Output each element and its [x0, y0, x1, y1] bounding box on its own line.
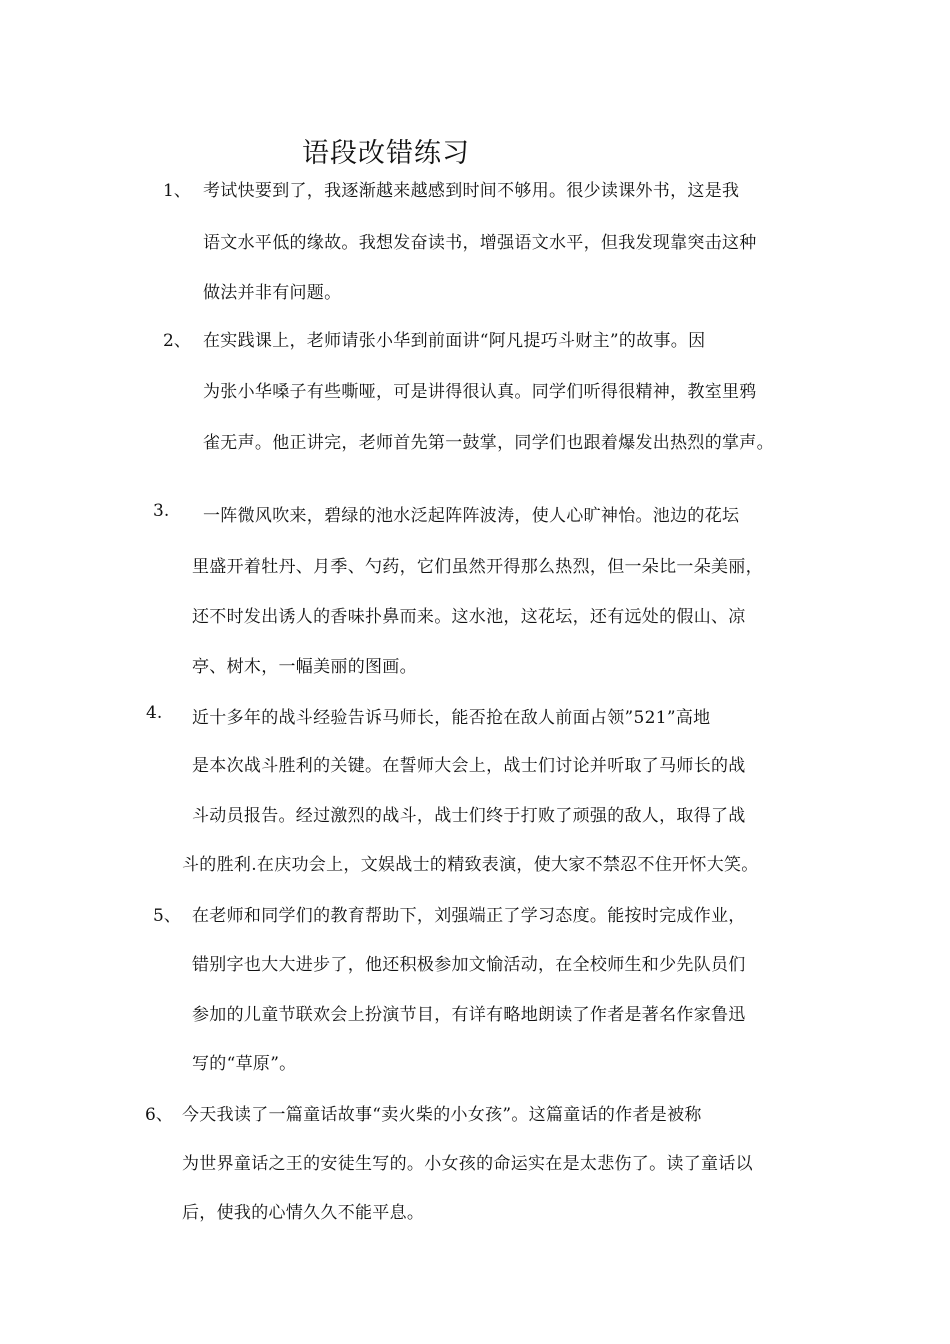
item-4-line-4: 斗的胜利.在庆功会上，文娱战士的精致表演，使大家不禁忍不住开怀大笑。 — [182, 855, 759, 875]
item-4-line-1: 近十多年的战斗经验告诉马师长，能否抢在敌人前面占领”521”高地 — [192, 708, 711, 728]
item-5-number: 5、 — [153, 906, 181, 926]
item-3-line-2: 里盛开着牡丹、月季、勺药，它们虽然开得那么热烈，但一朵比一朵美丽， — [192, 557, 763, 577]
item-2-line-1: 在实践课上，老师请张小华到前面讲“阿凡提巧斗财主”的故事。因 — [203, 331, 706, 351]
item-4-line-3: 斗动员报告。经过激烈的战斗，战士们终于打败了顽强的敌人，取得了战 — [192, 806, 746, 826]
item-3-line-4: 亭、树木，一幅美丽的图画。 — [192, 657, 417, 677]
item-5-line-4: 写的“草原”。 — [192, 1054, 297, 1074]
item-4-number: 4. — [146, 703, 163, 723]
item-3-number: 3. — [153, 501, 170, 521]
item-6-line-1: 今天我读了一篇童话故事“卖火柴的小女孩”。这篇童话的作者是被称 — [182, 1105, 702, 1125]
item-1-line-2: 语文水平低的缘故。我想发奋读书，增强语文水平，但我发现靠突击这种 — [203, 233, 757, 253]
item-6-line-3: 后，使我的心情久久不能平息。 — [182, 1203, 425, 1223]
item-1-line-3: 做法并非有问题。 — [203, 283, 342, 303]
item-2-line-3: 雀无声。他正讲完，老师首先第一鼓掌，同学们也跟着爆发出热烈的掌声。 — [203, 433, 774, 453]
item-4-line-2: 是本次战斗胜利的关键。在誓师大会上，战士们讨论并听取了马师长的战 — [192, 756, 746, 776]
item-1-line-1: 考试快要到了，我逐渐越来越感到时间不够用。很少读课外书，这是我 — [203, 181, 740, 201]
item-1-number: 1、 — [163, 181, 191, 201]
page-title: 语段改错练习 — [302, 138, 470, 169]
item-3-line-1: 一阵微风吹来，碧绿的池水泛起阵阵波涛，使人心旷神怡。池边的花坛 — [203, 506, 740, 526]
item-5-line-3: 参加的儿童节联欢会上扮演节目，有详有略地朗读了作者是著名作家鲁迅 — [192, 1005, 746, 1025]
item-6-number: 6、 — [145, 1105, 173, 1125]
item-2-number: 2、 — [163, 331, 191, 351]
item-2-line-2: 为张小华嗓子有些嘶哑，可是讲得很认真。同学们听得很精神，教室里鸦 — [203, 382, 757, 402]
item-5-line-1: 在老师和同学们的教育帮助下，刘强端正了学习态度。能按时完成作业， — [192, 906, 746, 926]
item-5-line-2: 错别字也大大进步了，他还积极参加文愉活动，在全校师生和少先队员们 — [192, 955, 746, 975]
item-3-line-3: 还不时发出诱人的香味扑鼻而来。这水池，这花坛，还有远处的假山、凉 — [192, 607, 746, 627]
item-6-line-2: 为世界童话之王的安徒生写的。小女孩的命运实在是太悲伤了。读了童话以 — [182, 1154, 753, 1174]
